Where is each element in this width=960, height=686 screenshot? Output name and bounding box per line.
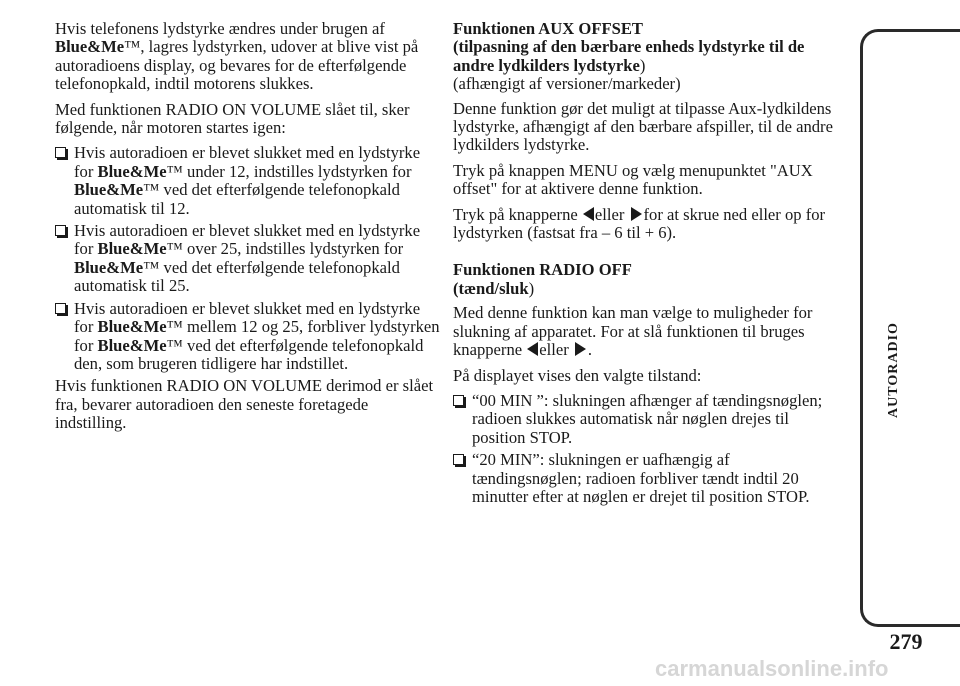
list-item: Hvis autoradioen er blevet slukket med en lydstyrke for Blue&Me™ over 25, indstilles lydstyrken for Blue&Me™ ved det efterfølgende telefonopkald automatisk til 25. <box>55 222 443 296</box>
paragraph-radio-on-volume-off: Hvis funktionen RADIO ON VOLUME derimod er slået fra, bevarer autoradioen den seneste foretagede indstilling. <box>55 376 434 433</box>
list-item: “20 MIN”: slukningen er uafhængig af tændingsnøglen; radioen forbliver tændt indtil 20 minutter efter at nøglen er drejet til position STOP. <box>453 451 843 506</box>
list-item: Hvis autoradioen er blevet slukket med en lydstyrke for Blue&Me™ under 12, indstilles lydstyrken for Blue&Me™ ved det efterfølgende telefonopkald automatisk til 12. <box>55 144 443 218</box>
arrow-right-icon <box>631 207 642 221</box>
chapter-tab-label: AUTORADIO <box>886 322 901 418</box>
page-number: 279 <box>889 629 923 654</box>
checkbox-bullet-icon <box>55 225 66 236</box>
arrow-left-icon <box>527 342 538 356</box>
section-title: Funktionen RADIO OFF <box>453 260 632 280</box>
right-column <box>453 20 843 510</box>
watermark: carmanualsonline.info <box>655 656 889 681</box>
checkbox-bullet-icon <box>453 395 464 406</box>
chapter-tab <box>860 29 960 627</box>
paragraph-aux-description: Denne funktion gør det muligt at tilpasse Aux-lydkildens lydstyrke, afhængigt af den bærbare afspiller, til de andre lydkilders lydstyrke. <box>453 98 833 155</box>
paragraph-display-mode: På displayet vises den valgte tilstand: <box>453 365 702 385</box>
section-subtitle: (tænd/sluk) <box>453 278 535 298</box>
checkbox-bullet-icon <box>55 147 66 158</box>
list-item: Hvis autoradioen er blevet slukket med en lydstyrke for Blue&Me™ mellem 12 og 25, forbliver lydstyrken for Blue&Me™ ved det efterfølgende telefonopkald den, som brugeren tidligere har indstillet. <box>55 300 443 374</box>
section-note: (afhængigt af versioner/markeder) <box>453 74 681 94</box>
paragraph-aux-buttons: Tryk på knapperne eller for at skrue ned eller op for lydstyrken (fastsat fra – 6 til + 6). <box>453 204 826 243</box>
paragraph-volume-change: Hvis telefonens lydstyrke ændres under brugen af Blue&Me™, lagres lydstyrken, udover at blive vist på autoradioens display, og bevares for de efterfølgende telefonopkald, indtil motorens slukkes. <box>55 19 419 94</box>
arrow-left-icon <box>583 207 594 221</box>
section-title: Funktionen AUX OFFSET <box>453 19 643 38</box>
paragraph-radio-on-volume: Med funktionen RADIO ON VOLUME slået til, sker følgende, når motoren startes igen: <box>55 99 410 138</box>
section-subtitle: (tilpasning af den bærbare enheds lydstyrke til de andre lydkilders lydstyrke) <box>453 37 805 75</box>
checkbox-bullet-icon <box>55 303 66 314</box>
list-item: “00 MIN ”: slukningen afhænger af tændingsnøglen; radioen slukkes automatisk når nøglen drejes til position STOP. <box>453 392 843 447</box>
section-heading-radio-off <box>453 261 843 298</box>
left-column <box>55 20 443 440</box>
arrow-right-icon <box>575 342 586 356</box>
section-heading-aux-offset <box>453 20 843 94</box>
paragraph-radio-off-description: Med denne funktion kan man vælge to muligheder for slukning af apparatet. For at slå funktionen til bruges knapperne eller . <box>453 303 813 360</box>
paragraph-aux-menu: Tryk på knappen MENU og vælg menupunktet "AUX offset" for at aktivere denne funktion. <box>453 160 813 199</box>
checkbox-bullet-icon <box>453 454 464 465</box>
